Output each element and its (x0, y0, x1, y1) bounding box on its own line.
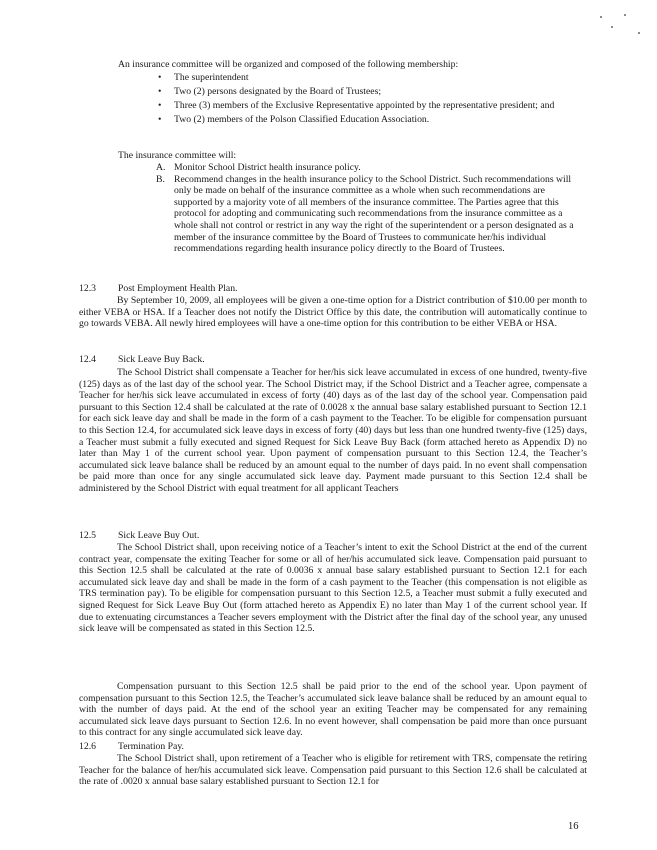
list-item: B. Recommend changes in the health insurance policy to the School District. Such recommendations will only be made on behalf of the insurance committee as a whole when such recommendations are supported by a majority vote of all members of the insurance committee. The Parties agree that this protocol for adopting and communicating such recommendations from the insurance committee as a whole shall not control or restrict in any way the right of the superintendent or a person designated as a member of the insurance committee by the Board of Trustees to communicate her/his individual recommendations regarding health insurance policy directly to the Board of Trustees. (156, 173, 574, 255)
page-number: 16 (568, 821, 579, 832)
scan-specks (598, 14, 648, 38)
committee-duties-list (156, 162, 580, 255)
committee-duties-intro: The insurance committee will: (118, 150, 237, 161)
section-number: 12.5 (79, 530, 96, 541)
section-number: 12.6 (79, 741, 96, 752)
committee-intro (118, 59, 588, 71)
list-item: A. Monitor School District health insurance policy. (156, 162, 361, 173)
list-item: • Two (2) members of the Polson Classified Education Association. (158, 114, 430, 126)
list-item: • Three (3) members of the Exclusive Representative appointed by the representative president; and (158, 100, 555, 112)
section-number: 12.3 (79, 283, 96, 294)
list-item: • The superintendent (158, 72, 249, 83)
bullet-icon: • (158, 114, 162, 126)
section-body-12-3: By September 10, 2009, all employees will be given a one-time option for a District contribution of $10.00 per month to either VEBA or HSA. If a Teacher does not notify the District Office by this date, the contribution will automatically continue to go towards VEBA. All newly hired employees will have a one-time option for this contribution to be either VEBA or HSA. (79, 295, 587, 330)
section-body-12-4: The School District shall compensate a Teacher for her/his sick leave accumulated in excess of one hundred, twenty-five (125) days as of the last day of the school year. The School District may, if the School District and a Teacher agree, compensate a Teacher for her/his sick leave accumulated in excess of forty (40) days as of the last day of the school year. Compensation paid pursuant to this Section 12.4 shall be calculated at the rate of 0.0028 x the annual base salary established pursuant to Section 12.1 for each sick leave day and shall be made in the form of a cash payment to the Teacher. To be eligible for compensation pursuant to this Section 12.4, for accumulated sick leave days in excess of forty (40) days but less than one hundred twenty-five (125) days, a Teacher must submit a fully executed and signed Request for Sick Leave Buy Back (form attached hereto as Appendix D) no later than May 1 of the current school year. Upon payment of compensation pursuant to this Section 12.4, the Teacher’s accumulated sick leave balance shall be reduced by an amount equal to the number of days paid. In no event shall compensation be paid more than once for any single accumulated sick leave day. Payment made pursuant to this Section 12.4 shall be administered by the School District with equal treatment for all applicant Teachers (79, 367, 587, 494)
section-title: Sick Leave Buy Out. (118, 530, 200, 541)
bullet-icon: • (158, 72, 162, 83)
list-item: • Two (2) persons designated by the Board of Trustees; (158, 86, 382, 98)
committee-members-list (158, 72, 588, 128)
section-title: Post Employment Health Plan. (118, 283, 238, 294)
list-marker: B. (156, 173, 165, 185)
section-number: 12.4 (79, 354, 96, 365)
section-body-12-5: The School District shall, upon receiving notice of a Teacher’s intent to exit the School District at the end of the current contract year, compensate the exiting Teacher for some or all of her/his accumulated sick leave. Compensation paid pursuant to this Section 12.5 shall be calculated at the rate of 0.0036 x annual base salary established pursuant to Section 12.1 for each accumulated sick leave day and shall be made in the form of a cash payment to the Teacher (this compensation is not eligible as TRS termination pay). To be eligible for compensation pursuant to this Section 12.5, a Teacher must submit a fully executed and signed Request for Sick Leave Buy Out (form attached hereto as Appendix E) no later than May 1 of the current school year. If due to extenuating circumstances a Teacher severs employment with the District after the final day of the school year, any unused sick leave will be compensated as stated in this Section 12.5. (79, 542, 587, 635)
section-title: Termination Pay. (118, 741, 184, 752)
bullet-icon: • (158, 86, 162, 98)
section-body-12-6: The School District shall, upon retirement of a Teacher who is eligible for retirement with TRS, compensate the retiring Teacher for the balance of her/his accumulated sick leave. Compensation paid pursuant to this Section 12.6 shall be calculated at the rate of .0020 x annual base salary established pursuant to Section 12.1 for (79, 753, 587, 788)
committee-intro-text: An insurance committee will be organized and composed of the following membership: (118, 59, 459, 70)
section-body-12-5-b: Compensation pursuant to this Section 12.5 shall be paid prior to the end of the school year. Upon payment of compensation pursuant to this Section 12.5, the Teacher’s accumulated sick leave balance shall be reduced by an amount equal to with the number of days paid. At the end of the school year an exiting Teacher may be compensated for any remaining accumulated sick leave days pursuant to Section 12.6. In no event however, shall compensation be paid more than once pursuant to this contract for any single accumulated sick leave day. (79, 681, 587, 739)
bullet-icon: • (158, 100, 162, 112)
list-marker: A. (156, 162, 166, 173)
section-title: Sick Leave Buy Back. (118, 354, 205, 365)
